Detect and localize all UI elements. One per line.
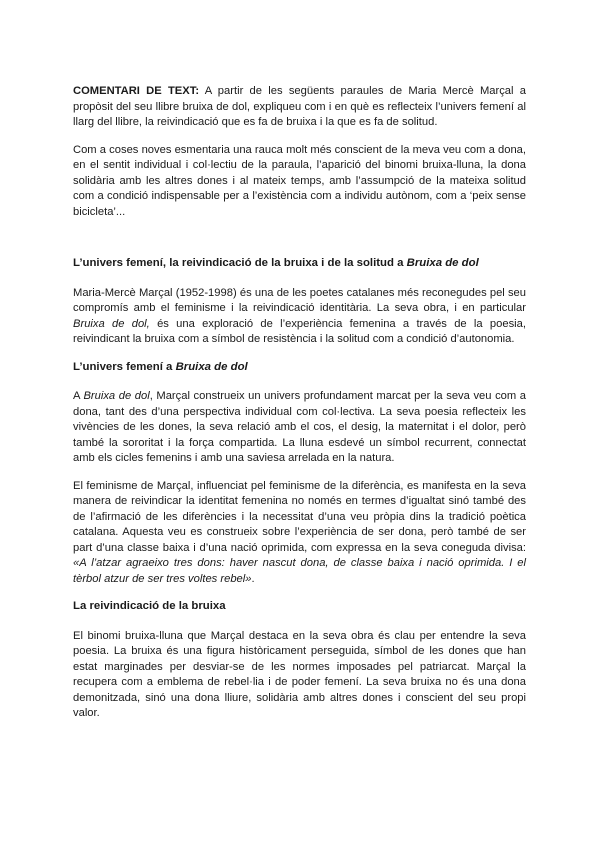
essay-title-prefix: L’univers femení, la reivindicació de la bruixa i de la solitud a [73,257,407,269]
essay-title-book: Bruixa de dol [406,257,479,269]
intro-paragraph-book: Bruixa de dol, [73,317,150,330]
assignment-prompt [73,84,526,131]
section-heading-bruixa: La reivindicació de la bruixa [73,600,226,612]
univers-paragraph-2 [73,479,526,588]
univers-paragraph-1-b: , Marçal construeix un univers profundament marcat per la seva veu com a dona, tant des d’una perspectiva individual com col·lectiva. La seva poesia reflecteix les vivències de les dones, la seva relació amb el cos, el desig, la maternitat i el dolor, però també la sororitat i la força compartida. La lluna esdevé un símbol recurrent, connectat amb els cicles femenins i amb una saviesa arrelada en la natura. [73,390,527,464]
section-heading-univers-prefix: L’univers femení a [73,360,176,373]
intro-paragraph-a: Maria-Mercè Marçal (1952-1998) és una de les poetes catalanes més reconegudes pel seu compromís amb el feminisme i la reivindicació identitària. La seva obra, i en particular [73,286,526,314]
intro-paragraph [73,286,526,348]
univers-paragraph-2-a: El feminisme de Marçal, influenciat pel feminisme de la diferència, es manifesta en la seva manera de reivindicar la identitat femenina no només en termes d’igualtat sinó també des de l’afirmació de les diferències i la necessitat d’una veu pròpia dins la tradició poètica catalana. Aquesta veu es construeix sobre l’experiència de ser dona, però també de ser part d’una classe baixa i d’una nació oprimida, com expressa en la seva coneguda divisa: [73,479,526,554]
marcal-quote: Com a coses noves esmentaria una rauca molt més conscient de la meva veu com a dona, en el sentit individual i col·lectiu de la paraula, l’aparició del binomi bruixa-lluna, la dona solidària amb les altres dones i al mateix temps, amb l’assumpció de la mateixa solitud com a condició indispensable per a l’existència com a individu autònom, com a ‘peix sense bicicleta’... [73,143,526,218]
bruixa-paragraph: El binomi bruixa-lluna que Marçal destaca en la seva obra és clau per entendre la seva poesia. La bruixa és una figura històricament perseguida, símbol de les dones que han estat marginades per desviar-se de les normes imposades pel patriarcat. Marçal la recupera com a emblema de rebel·lia i de poder femení. La seva bruixa no és una dona demonitzada, sinó una dona lliure, solidària amb altres dones i conscient del seu propi valor. [73,629,526,719]
assignment-text: A partir de les següents paraules de Maria Mercè Marçal a propòsit del seu llibre bruixa de dol, expliqueu com i en què es reflecteix l’univers femení al llarg del llibre, la reivindicació que es fa de bruixa i la que es fa de solitud. [73,85,527,128]
univers-paragraph-2-b: . [251,572,255,585]
section-heading-univers-book: Bruixa de dol [175,360,248,373]
essay-title [73,256,526,272]
univers-paragraph-2-motto: «A l’atzar agraeixo tres dons: haver nascut dona, de classe baixa i nació oprimida. I el tèrbol atzur de ser tres voltes rebel» [73,557,526,585]
univers-paragraph-1-a: A [73,390,84,402]
section-heading-univers [73,360,526,376]
univers-paragraph-1 [73,389,526,467]
document-body [73,84,526,722]
intro-paragraph-b: és una exploració de l’experiència femenina a través de la poesia, reivindicant la bruixa com a símbol de resistència i la solitud com a condició d’autonomia. [73,317,526,345]
assignment-label: COMENTARI DE TEXT: [73,85,200,97]
univers-paragraph-1-book: Bruixa de dol [83,390,150,402]
